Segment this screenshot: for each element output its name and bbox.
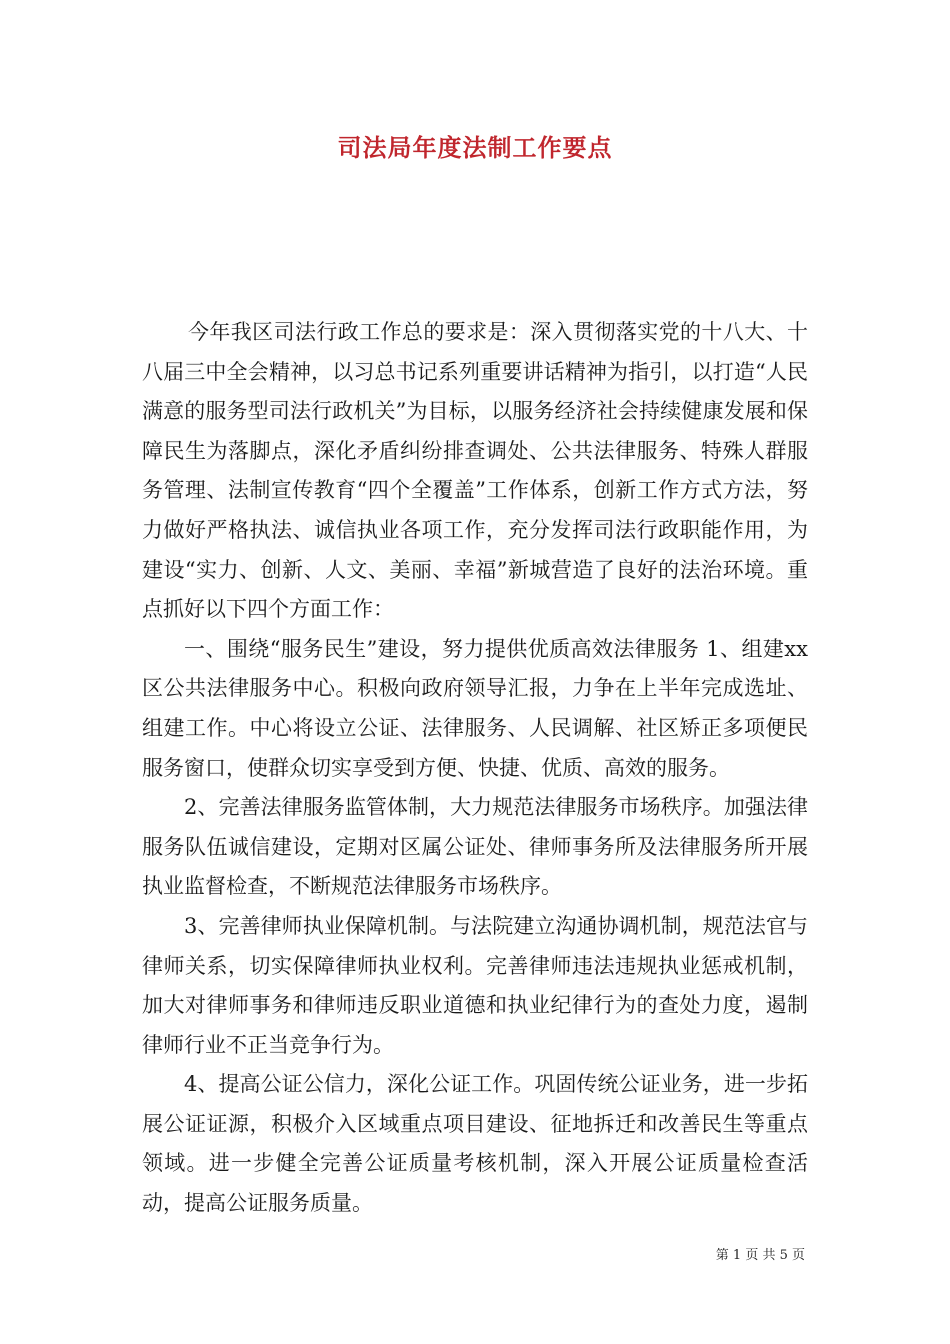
paragraph-item-3: 3、完善律师执业保障机制。与法院建立沟通协调机制，规范法官与律师关系，切实保障律师执业权利。完善律师违法违规执业惩戒机制，加大对律师事务和律师违反职业道德和执业纪律行为的查处力度，遏制律师行业不正当竞争行为。 xyxy=(142,913,808,1057)
paragraph-item-4: 4、提高公证公信力，深化公证工作。巩固传统公证业务，进一步拓展公证证源，积极介入区域重点项目建设、征地拆迁和改善民生等重点领域。进一步健全完善公证质量考核机制，深入开展公证质量检查活动，提高公证服务质量。 xyxy=(142,1072,808,1216)
paragraph-item-2: 2、完善法律服务监管体制，大力规范法律服务市场秩序。加强法律服务队伍诚信建设，定期对区属公证处、律师事务所及法律服务所开展执业监督检查，不断规范法律服务市场秩序。 xyxy=(142,795,808,899)
paragraph-intro: 今年我区司法行政工作总的要求是：深入贯彻落实党的十八大、十八届三中全会精神，以习总书记系列重要讲话精神为指引，以打造“人民满意的服务型司法行政机关”为目标，以服务经济社会持续健康发展和保障民生为落脚点，深化矛盾纠纷排查调处、公共法律服务、特殊人群服务管理、法制宣传教育“四个全覆盖”工作体系，创新工作方式方法，努力做好严格执法、诚信执业各项工作，充分发挥司法行政职能作用，为建设“实力、创新、人文、美丽、幸福”新城营造了良好的法治环境。重点抓好以下四个方面工作： xyxy=(142,320,808,622)
page-number-footer: 第 1 页 共 5 页 xyxy=(715,1248,805,1263)
paragraph-section-1: 一、围绕“服务民生”建设，努力提供优质高效法律服务 1、组建xx区公共法律服务中心。积极向政府领导汇报，力争在上半年完成选址、组建工作。中心将设立公证、法律服务、人民调解、社区矫正多项便民服务窗口，使群众切实享受到方便、快捷、优质、高效的服务。 xyxy=(142,636,808,780)
document-body xyxy=(142,313,808,1224)
document-title: 司法局年度法制工作要点 xyxy=(337,133,613,162)
